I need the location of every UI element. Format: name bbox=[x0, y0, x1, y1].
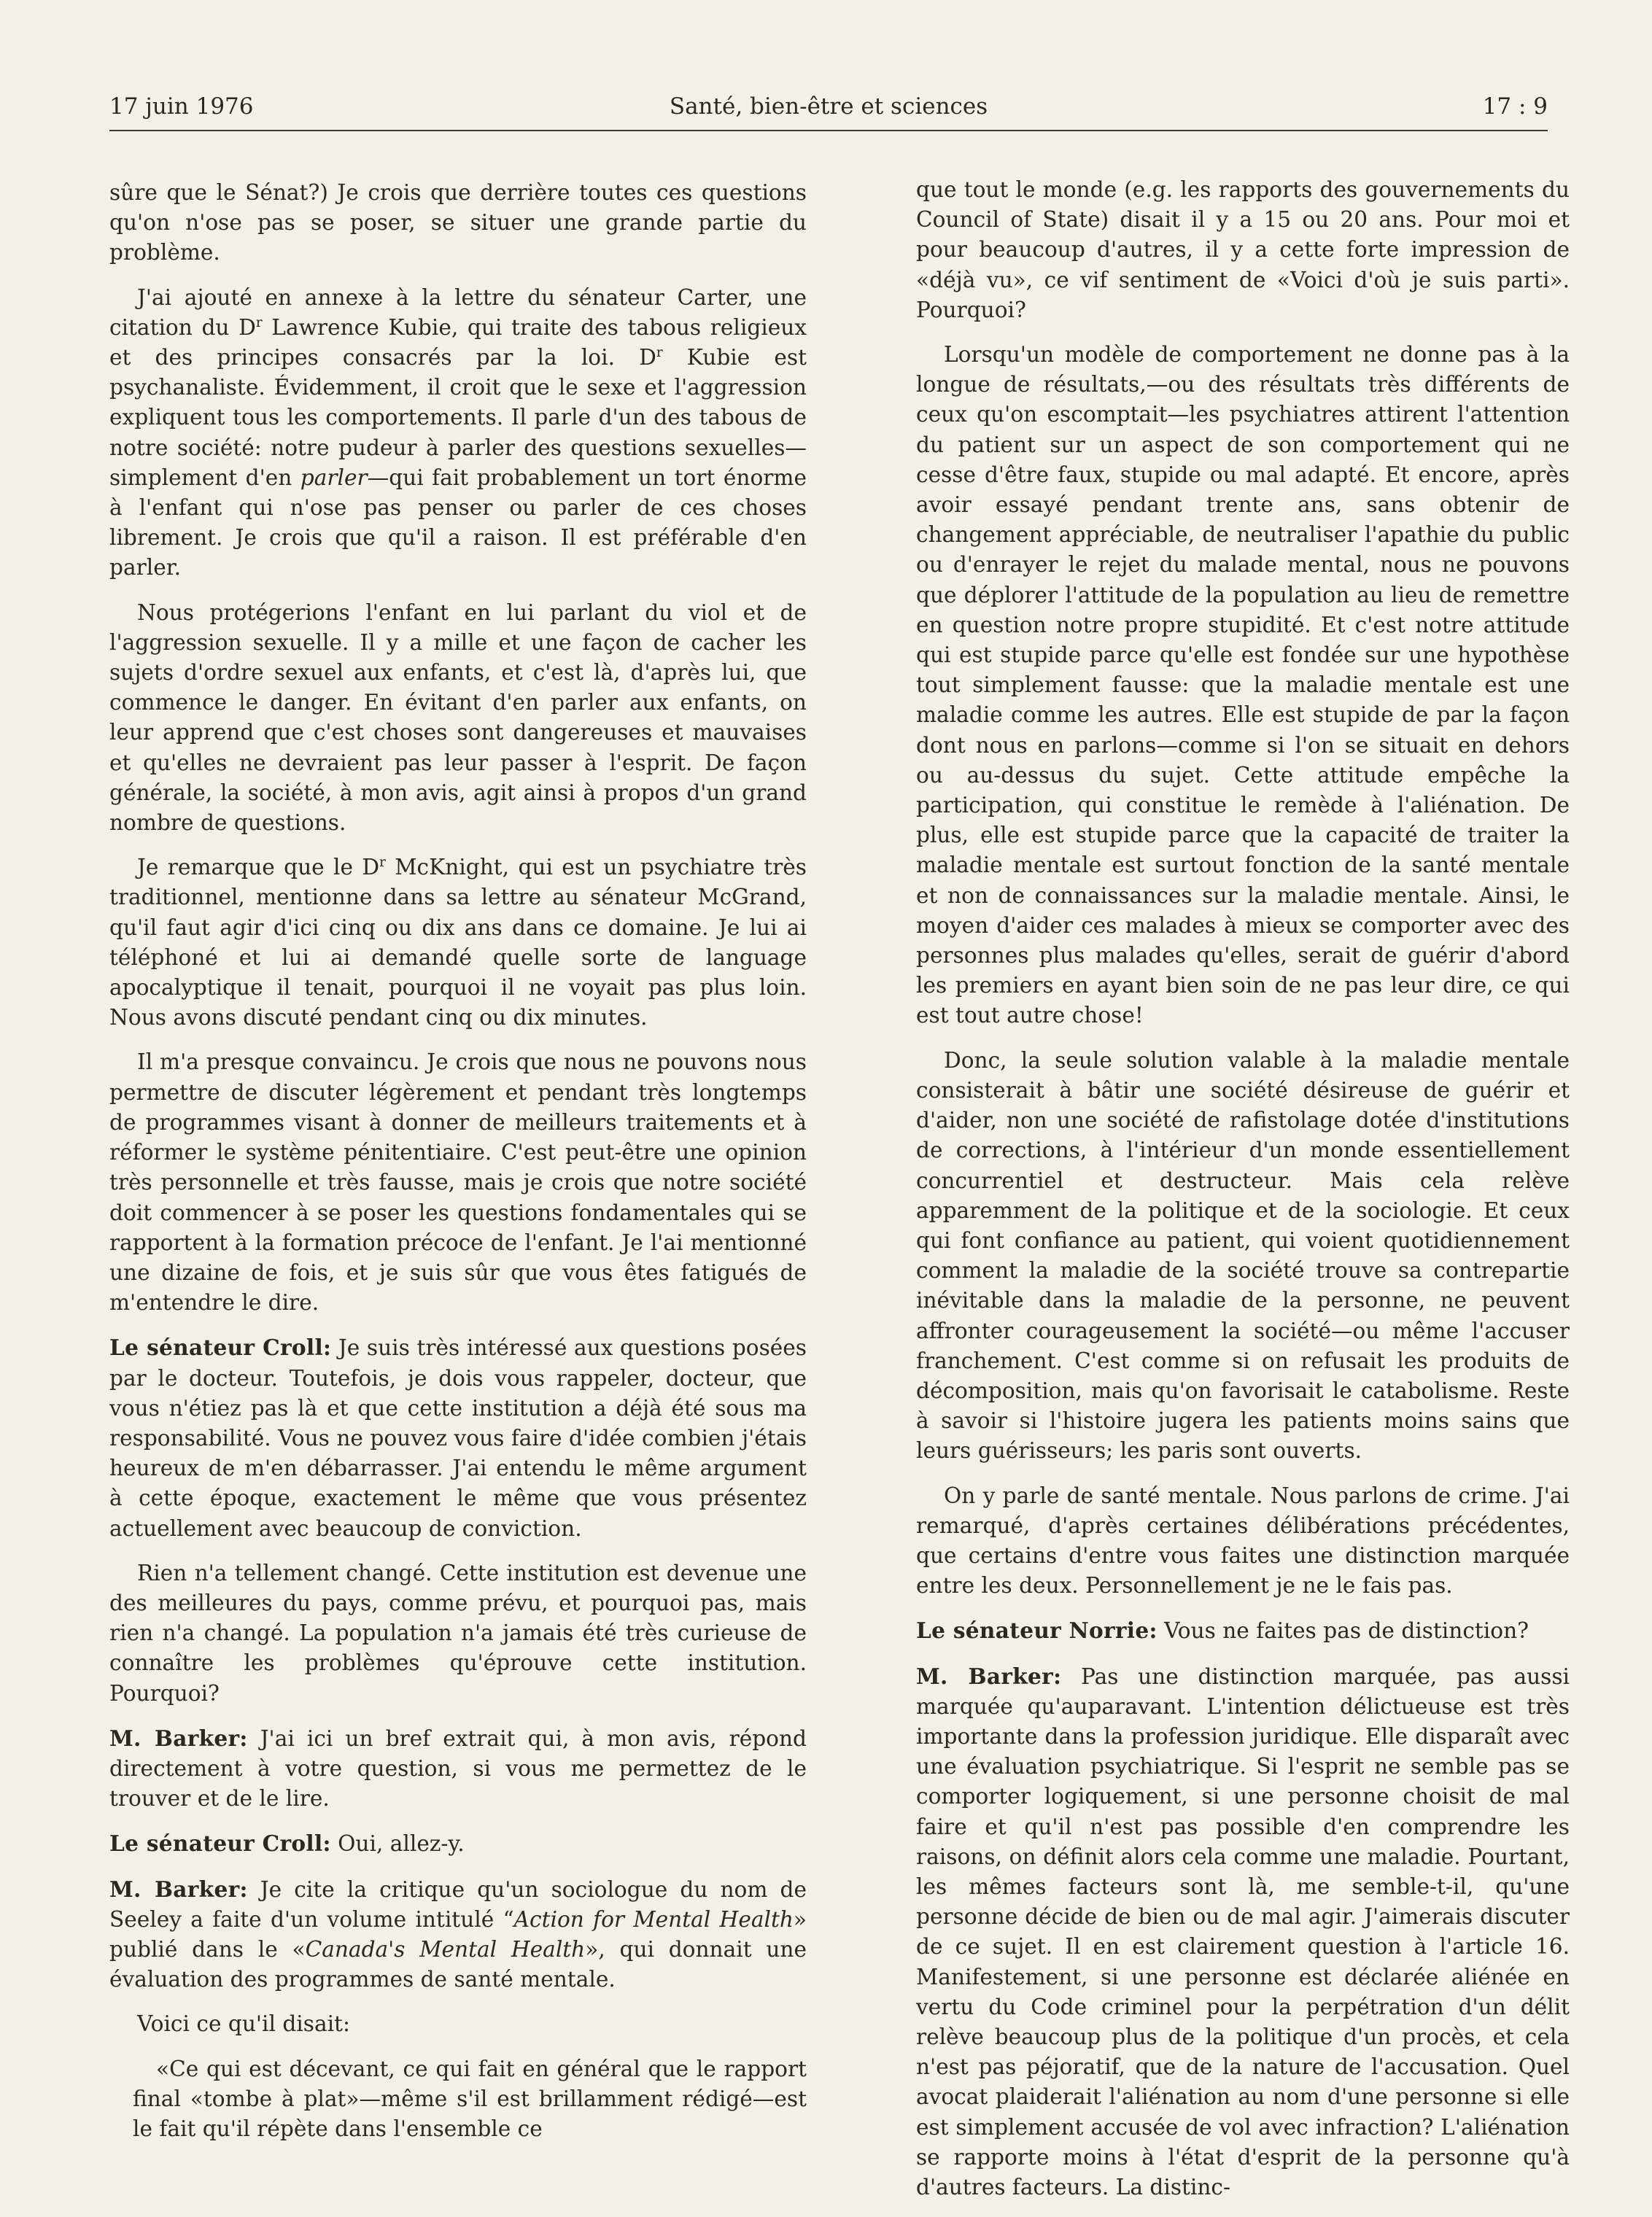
header-date: 17 juin 1976 bbox=[109, 93, 254, 120]
quotation: Donc, la seule solution valable à la maladie mentale consisterait à bâtir une société désireuse de guérir et d'aider, non une société de rafistolage dotée d'institutions de corrections, à l'intérieur d'un monde essentiellement concurrentiel et destructeur. Mais cela relève apparemment de la politique et de la sociologie. Et ceux qui font confiance au patient, qui voient quotidiennement comment la maladie de la société trouve sa contrepartie inévitable dans la maladie de la personne, ne peuvent affronter courageusement la société—ou même l'accuser franchement. C'est comme si on refusait les produits de décomposition, mais qu'on favorisait le catabolisme. Reste à savoir si l'histoire jugera les patients moins sains que leurs guérisseurs; les paris sont ouverts. bbox=[916, 1047, 1570, 1464]
paragraph bbox=[109, 1874, 807, 1995]
paragraph bbox=[109, 1828, 807, 1859]
speaker-name: M. Barker: bbox=[109, 1876, 248, 1902]
text-run: McKnight, qui est un psychiatre très traditionnel, mentionne dans sa lettre au sénateur McGrand, qu'il faut agir d'ici cinq ou dix ans dans ce domaine. Je lui ai téléphoné et lui ai demandé quelle sorte de language apocalyptique il tenait, pourquoi il ne voyait pas plus loin. Nous avons discuté pendant cinq ou dix minutes. bbox=[109, 855, 807, 1030]
quotation: «Ce qui est décevant, ce qui fait en général que le rapport final «tombe à plat»—même s'il est brillamment rédigé—est le fait qu'il répète dans l'ensemble ce bbox=[133, 2056, 807, 2141]
speaker-name: M. Barker: bbox=[109, 1725, 248, 1751]
text-run: Lawrence Kubie, qui traite des tabous religieux et des principes consacrés par la loi. D bbox=[109, 314, 807, 370]
text-run: Je remarque que le D bbox=[137, 855, 380, 880]
paragraph bbox=[109, 1723, 807, 1814]
paragraph: Voici ce qu'il disait: bbox=[137, 2011, 350, 2037]
paragraph bbox=[916, 1615, 1570, 1646]
quotation: Lorsqu'un modèle de comportement ne donne pas à la longue de résultats,—ou des résultats très différents de ceux qu'on escomptait—les psychiatres attirent l'attention du patient sur un aspect de son comportement qui ne cesse d'être faux, stupide ou mal adapté. Et encore, après avoir essayé pendant trente ans, sans obtenir de changement appréciable, de neutraliser l'apathie du public ou d'enrayer le rejet du malade mental, nous ne pouvons que déplorer l'attitude de la population au lieu de remettre en question notre propre stupidité. Et c'est notre attitude qui est stupide parce qu'elle est fondée sur une hypothèse tout simplement fausse: que la maladie mentale est une maladie comme les autres. Elle est stupide de par la façon dont nous en parlons—comme si l'on se situait en dehors ou au-dessus du sujet. Cette attitude empêche la participation, qui constitue le remède à l'aliénation. De plus, elle est stupide parce que la capacité de traiter la maladie mentale est surtout fonction de la santé mentale et non de connaissances sur la maladie mentale. Ainsi, le moyen d'aider ces malades à mieux se comporter avec des personnes plus malades qu'elles, serait de guérir d'abord les premiers en ayant bien soin de ne pas leur dire, ce qui est tout autre chose! bbox=[916, 342, 1570, 1028]
paragraph bbox=[109, 283, 807, 583]
paragraph: sûre que le Sénat?) Je crois que derrière toutes ces questions qu'on n'ose pas se poser, se situer une grande partie du problème. bbox=[109, 180, 807, 265]
speaker-name: Le sénateur Norrie: bbox=[916, 1618, 1157, 1644]
paragraph: Rien n'a tellement changé. Cette institution est devenue une des meilleures du pays, comme prévu, et pourquoi pas, mais rien n'a changé. La population n'a jamais été très curieuse de connaître les problèmes qu'éprouve cette institution. Pourquoi? bbox=[109, 1560, 807, 1706]
quotation: que tout le monde (e.g. les rapports des gouvernements du Council of State) disait il y a 15 ou 20 ans. Pour moi et pour beaucoup d'autres, il y a cette forte impression de «déjà vu», ce vif sentiment de «Voici d'où je suis parti». Pourquoi? bbox=[916, 177, 1570, 322]
text-run: Je suis très intéressé aux questions posées par le docteur. Toutefois, je dois vous rappeler, docteur, que vous n'étiez pas là et que cette institution a déjà été sous ma responsabilité. Vous ne pouvez vous faire d'idée combien j'étais heureux de m'en débarrasser. J'ai entendu le même argument à cette époque, exactement le même que vous présentez actuellement avec beaucoup de conviction. bbox=[109, 1335, 807, 1541]
text-run: Je cite la critique qu'un sociologue du nom de Seeley a faite d'un volume intitulé “ bbox=[109, 1876, 807, 1932]
text-run: J'ai ici un bref extrait qui, à mon avis, répond directement à votre question, si vous me permettez de le trouver et de le lire. bbox=[109, 1725, 807, 1812]
speaker-name: Le sénateur Croll: bbox=[109, 1830, 331, 1857]
speaker-name: Le sénateur Croll: bbox=[109, 1335, 332, 1361]
text-run: J'ai ajouté en annexe à la lettre du sénateur Carter, une citation du D bbox=[109, 284, 807, 340]
paragraph: Nous protégerions l'enfant en lui parlant du viol et de l'aggression sexuelle. Il y a mille et une façon de cacher les sujets d'ordre sexuel aux enfants, et c'est là, d'après lui, que commence le danger. En évitant d'en parler aux enfants, on leur apprend que c'est choses sont dangereuses et mauvaises et qu'elles ne devraient pas leur passer à l'esprit. De façon générale, la société, à mon avis, agit ainsi à propos d'un grand nombre de questions. bbox=[109, 599, 807, 836]
paragraph: Il m'a presque convaincu. Je crois que nous ne pouvons nous permettre de discuter légèrement et pendant très longtemps de programmes visant à donner de meilleurs traitements et à réformer le système pénitentiaire. C'est peut-être une opinion très personnelle et très fausse, mais je crois que notre société doit commencer à se poser les questions fondamentales qui se rapportent à la formation précoce de l'enfant. Je l'ai mentionné une dizaine de fois, et je suis sûr que vous êtes fatigués de m'entendre le dire. bbox=[109, 1049, 807, 1316]
paragraph: On y parle de santé mentale. Nous parlons de crime. J'ai remarqué, d'après certaines délibérations précédentes, que certains d'entre vous faites une distinction marquée entre les deux. Personnellement je ne le fais pas. bbox=[916, 1483, 1570, 1599]
text-run: », qui donnait une évaluation des programmes de santé mentale. bbox=[109, 1936, 807, 1992]
superscript: r bbox=[379, 855, 386, 871]
speaker-name: M. Barker: bbox=[916, 1663, 1062, 1689]
superscript: r bbox=[255, 314, 263, 330]
page-header bbox=[109, 86, 1548, 131]
text-run: Oui, allez-y. bbox=[330, 1831, 465, 1857]
italic-text: parler bbox=[300, 465, 368, 490]
text-run: » publié dans le « bbox=[109, 1906, 807, 1962]
paragraph bbox=[109, 1332, 807, 1543]
text-run: Vous ne faites pas de distinction? bbox=[1157, 1618, 1529, 1644]
text-run: Kubie est psychanaliste. Évidemment, il croit que le sexe et l'aggression expliquent tous les comportements. Il parle d'un des tabous de notre société: notre pudeur à parler des questions sexuelles—simplement d'en bbox=[109, 345, 807, 490]
left-column bbox=[109, 178, 807, 2159]
paragraph bbox=[916, 1661, 1570, 2203]
superscript: r bbox=[656, 345, 663, 361]
paragraph bbox=[109, 853, 807, 1033]
header-title: Santé, bien-être et sciences bbox=[669, 93, 988, 120]
italic-text: Action for Mental Health bbox=[513, 1906, 794, 1932]
header-page-number: 17 : 9 bbox=[1482, 93, 1548, 120]
right-column bbox=[916, 175, 1570, 2217]
text-run: —qui fait probablement un tort énorme à l'enfant qui n'ose pas penser ou parler de ces choses librement. Je crois que qu'il a raison. Il est préférable d'en parler. bbox=[109, 465, 807, 581]
text-run: Pas une distinction marquée, pas aussi marquée qu'auparavant. L'intention délictueuse est très importante dans la profession juridique. Elle disparaît avec une évaluation psychiatrique. Si l'esprit ne semble pas se comporter logiquement, si une personne choisit de mal faire et qu'il n'est pas possible d'en comprendre les raisons, on définit alors cela comme une maladie. Pourtant, les mêmes facteurs sont là, me semble-t-il, qu'une personne décide de bien ou de mal agir. J'aimerais discuter de ce sujet. Il en est clairement question à l'article 16. Manifestement, si une personne est déclarée aliénée en vertu du Code criminel pour la perpétration d'un délit relève beaucoup plus de la politique d'un procès, et cela n'est pas péjoratif, que de la nature de l'accusation. Quel avocat plaiderait l'aliénation au nom d'une personne si elle est simplement accusée de vol avec infraction? L'aliénation se rapporte moins à l'état d'esprit de la personne qu'à d'autres facteurs. La distinc- bbox=[916, 1663, 1570, 2199]
italic-text: Canada's Mental Health bbox=[305, 1936, 586, 1962]
